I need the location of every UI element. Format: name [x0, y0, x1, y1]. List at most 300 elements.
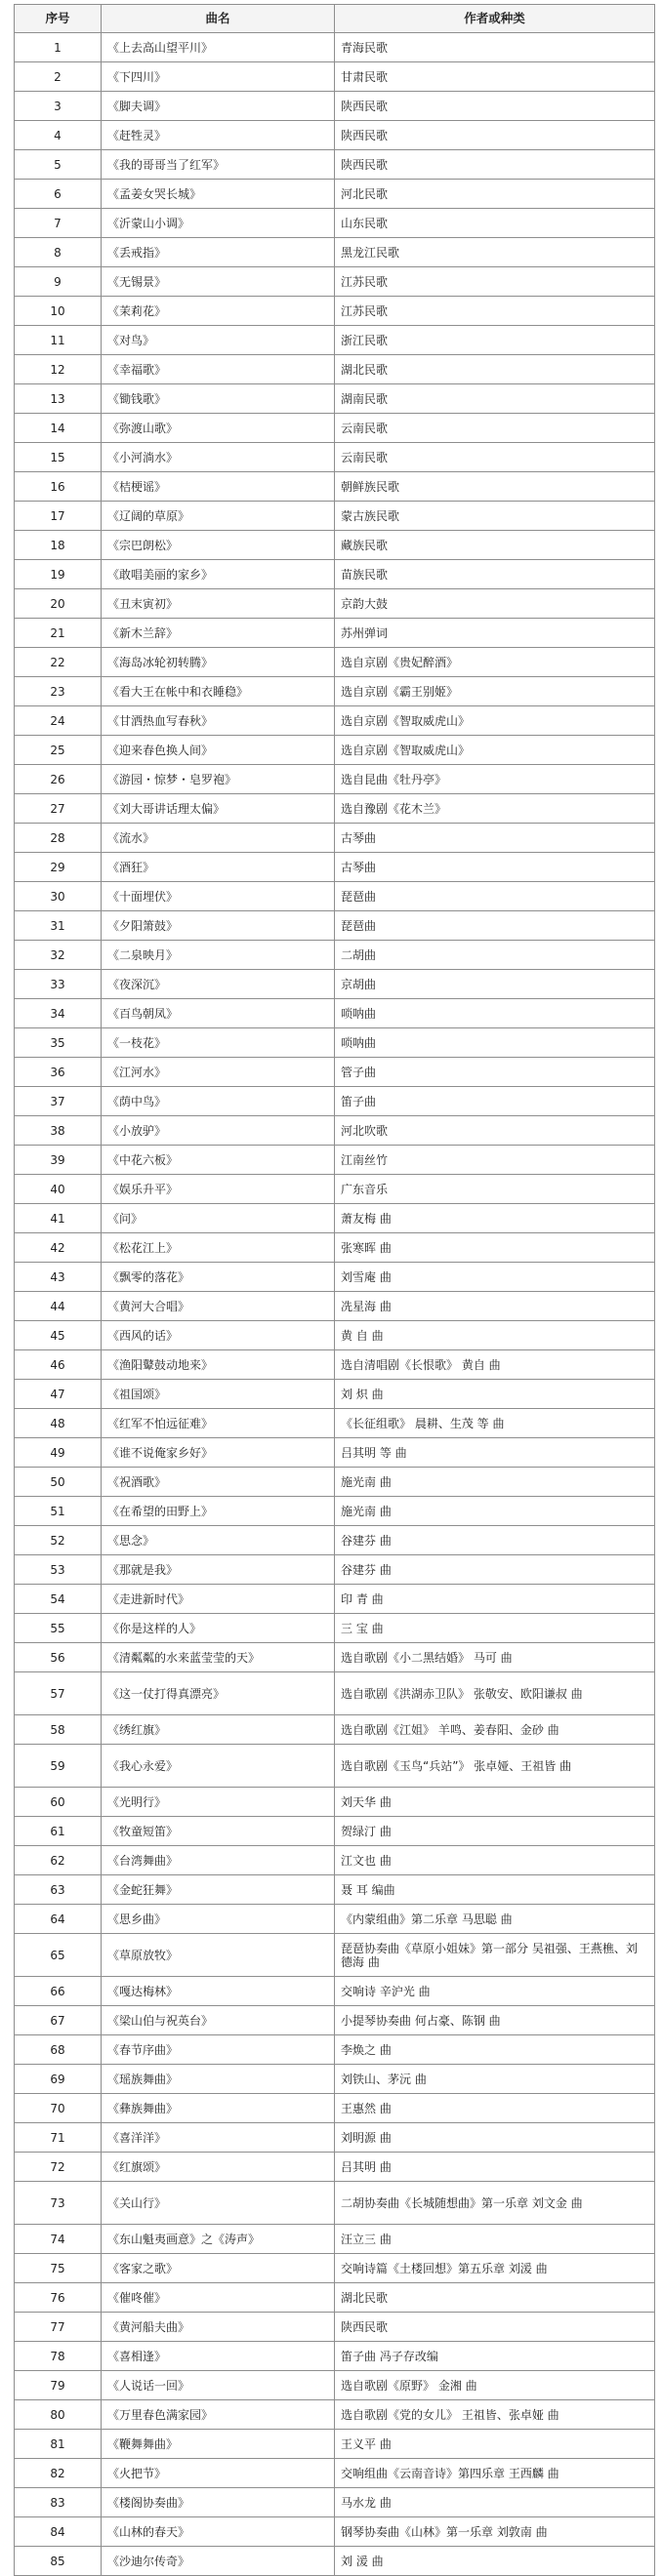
row-index-text: 66: [50, 1984, 65, 1998]
row-index-text: 80: [50, 2407, 65, 2422]
row-title-text: 《对鸟》: [107, 333, 155, 347]
table-row: [15, 472, 655, 502]
row-title: [102, 1745, 335, 1788]
row-title-text: 《谁不说俺家乡好》: [107, 1445, 214, 1460]
row-title-text: 《游园・惊梦・皂罗袍》: [107, 772, 237, 786]
row-author-type-text: 刘明源 曲: [341, 2130, 392, 2145]
row-title-text: 《辽阔的草原》: [107, 508, 190, 523]
table-row: [15, 1292, 655, 1321]
row-author-type: [335, 1146, 655, 1175]
table-row: [15, 1175, 655, 1204]
row-title-text: 《瑶族舞曲》: [107, 2072, 179, 2086]
row-index: [15, 648, 102, 677]
row-index: [15, 1116, 102, 1146]
row-author-type-text: 刘天华 曲: [341, 1794, 392, 1809]
row-author-type-text: 选自豫剧《花木兰》: [341, 801, 447, 816]
row-title-text: 《客家之歌》: [107, 2261, 179, 2275]
row-index-text: 45: [50, 1328, 65, 1343]
row-index-text: 42: [50, 1240, 65, 1255]
row-author-type-text: 浙江民歌: [341, 333, 389, 347]
row-author-type-text: 吕其明 等 曲: [341, 1445, 407, 1460]
row-index: [15, 677, 102, 706]
row-title: [102, 1292, 335, 1321]
row-title-text: 《丑末寅初》: [107, 596, 179, 611]
table-row: [15, 677, 655, 706]
table-row: [15, 150, 655, 180]
row-author-type-text: 江文也 曲: [341, 1853, 392, 1868]
row-author-type: [335, 1585, 655, 1614]
row-index: [15, 1846, 102, 1875]
row-author-type: [335, 1643, 655, 1672]
row-author-type: [335, 1497, 655, 1526]
row-title: [102, 1146, 335, 1175]
row-author-type: [335, 1028, 655, 1058]
row-title-text: 《彝族舞曲》: [107, 2101, 179, 2115]
row-index: [15, 560, 102, 589]
row-author-type: [335, 531, 655, 560]
row-index: [15, 1643, 102, 1672]
row-author-type-text: 藏族民歌: [341, 538, 389, 552]
row-title: [102, 853, 335, 882]
row-author-type-text: 笛子曲: [341, 1094, 377, 1108]
table-row: [15, 2094, 655, 2123]
table-row: [15, 560, 655, 589]
row-index-text: 77: [50, 2319, 65, 2334]
row-title: [102, 2459, 335, 2488]
row-index: [15, 1497, 102, 1526]
row-author-type: [335, 2517, 655, 2547]
row-title: [102, 297, 335, 326]
row-author-type: [335, 92, 655, 121]
row-index-text: 15: [50, 450, 65, 464]
row-index-text: 16: [50, 479, 65, 494]
row-index: [15, 1614, 102, 1643]
row-author-type: [335, 1526, 655, 1555]
row-author-type: [335, 999, 655, 1028]
row-author-type: [335, 2153, 655, 2182]
row-title-text: 《十面埋伏》: [107, 889, 179, 904]
row-index-text: 28: [50, 830, 65, 845]
row-author-type: [335, 2547, 655, 2576]
row-author-type-text: 贺绿汀 曲: [341, 1824, 392, 1838]
row-index-text: 57: [50, 1686, 65, 1701]
table-row: [15, 736, 655, 765]
row-author-type-text: 小提琴协奏曲 何占豪、陈钢 曲: [341, 2013, 501, 2028]
row-index-text: 41: [50, 1211, 65, 1226]
row-author-type: [335, 33, 655, 62]
row-index-text: 33: [50, 977, 65, 991]
row-index-text: 73: [50, 2195, 65, 2210]
row-author-type: [335, 677, 655, 706]
row-index: [15, 121, 102, 150]
row-author-type-text: 选自歌剧《江姐》 羊鸣、姜春阳、金砂 曲: [341, 1722, 559, 1737]
row-author-type-text: 湖南民歌: [341, 391, 389, 406]
row-title-text: 《祝酒歌》: [107, 1474, 167, 1489]
row-index: [15, 2488, 102, 2517]
row-index: [15, 706, 102, 736]
row-author-type-text: 王惠然 曲: [341, 2101, 392, 2115]
row-author-type-text: 苏州弹词: [341, 625, 389, 640]
table-row: [15, 2430, 655, 2459]
row-title: [102, 1788, 335, 1817]
row-title-text: 《嘎达梅林》: [107, 1984, 179, 1998]
row-title-text: 《海岛冰轮初转腾》: [107, 655, 214, 669]
table-body: [15, 33, 655, 2576]
row-author-type: [335, 267, 655, 297]
row-author-type: [335, 2254, 655, 2283]
row-index-text: 39: [50, 1152, 65, 1167]
row-index-text: 75: [50, 2261, 65, 2275]
row-title-text: 《草原放牧》: [107, 1948, 179, 1962]
row-author-type: [335, 1116, 655, 1146]
row-author-type-text: 施光南 曲: [341, 1474, 392, 1489]
row-index-text: 21: [50, 625, 65, 640]
row-author-type: [335, 648, 655, 677]
row-index: [15, 1817, 102, 1846]
row-index: [15, 1438, 102, 1468]
row-author-type-text: 交响组曲《云南音诗》第四乐章 王西麟 曲: [341, 2466, 559, 2480]
row-author-type: [335, 1614, 655, 1643]
row-title-text: 《丢戒指》: [107, 245, 167, 260]
row-title: [102, 502, 335, 531]
row-title-text: 《这一仗打得真漂亮》: [107, 1686, 226, 1701]
row-author-type-text: 王义平 曲: [341, 2436, 392, 2451]
row-index: [15, 824, 102, 853]
table-row: [15, 1585, 655, 1614]
row-author-type-text: 京韵大鼓: [341, 596, 389, 611]
row-title-text: 《牧童短笛》: [107, 1824, 179, 1838]
row-title: [102, 794, 335, 824]
row-title: [102, 1380, 335, 1409]
table-row: [15, 384, 655, 414]
row-title: [102, 1977, 335, 2006]
row-title: [102, 1715, 335, 1745]
row-title-text: 《百鸟朝凤》: [107, 1006, 179, 1021]
table-row: [15, 970, 655, 999]
row-title-text: 《无锡景》: [107, 274, 167, 289]
row-index: [15, 2313, 102, 2342]
row-author-type-text: 陕西民歌: [341, 128, 389, 142]
row-title-text: 《流水》: [107, 830, 155, 845]
table-row: [15, 531, 655, 560]
row-index-text: 44: [50, 1299, 65, 1313]
row-index-text: 23: [50, 684, 65, 699]
row-title-text: 《在希望的田野上》: [107, 1504, 214, 1518]
row-title: [102, 531, 335, 560]
table-row: [15, 1788, 655, 1817]
row-author-type: [335, 1468, 655, 1497]
row-index-text: 72: [50, 2159, 65, 2174]
row-title-text: 《娱乐升平》: [107, 1182, 179, 1196]
row-author-type-text: 李焕之 曲: [341, 2042, 392, 2057]
row-title-text: 《茉莉花》: [107, 303, 167, 318]
row-title-text: 《东山魁夷画意》之《涛声》: [107, 2232, 261, 2246]
row-index: [15, 62, 102, 92]
row-author-type: [335, 384, 655, 414]
row-index-text: 6: [54, 186, 62, 201]
row-author-type-text: 吕其明 曲: [341, 2159, 392, 2174]
row-author-type: [335, 824, 655, 853]
row-index-text: 65: [50, 1948, 65, 1962]
row-index: [15, 1028, 102, 1058]
row-title-text: 《走进新时代》: [107, 1591, 190, 1606]
row-index-text: 1: [54, 40, 62, 55]
row-index-text: 70: [50, 2101, 65, 2115]
row-index: [15, 384, 102, 414]
row-author-type: [335, 355, 655, 384]
row-title-text: 《江河水》: [107, 1065, 167, 1079]
row-title-text: 《松花江上》: [107, 1240, 179, 1255]
row-title-text: 《喜相逢》: [107, 2349, 167, 2363]
row-author-type-text: 二胡曲: [341, 947, 377, 962]
row-index-text: 62: [50, 1853, 65, 1868]
row-title-text: 《黄河大合唱》: [107, 1299, 190, 1313]
table-row: [15, 2225, 655, 2254]
row-title: [102, 1817, 335, 1846]
row-author-type-text: 云南民歌: [341, 421, 389, 435]
row-index-text: 17: [50, 508, 65, 523]
row-author-type: [335, 941, 655, 970]
row-author-type: [335, 2430, 655, 2459]
row-index-text: 46: [50, 1357, 65, 1372]
row-title-text: 《孟姜女哭长城》: [107, 186, 202, 201]
row-author-type: [335, 853, 655, 882]
row-author-type-text: 钢琴协奏曲《山林》第一乐章 刘敦南 曲: [341, 2524, 548, 2539]
table-row: [15, 1977, 655, 2006]
row-index-text: 8: [54, 245, 62, 260]
row-author-type-text: 黑龙江民歌: [341, 245, 400, 260]
table-row: [15, 794, 655, 824]
row-title-text: 《我的哥哥当了红军》: [107, 157, 226, 172]
row-author-type: [335, 1788, 655, 1817]
row-author-type: [335, 1058, 655, 1087]
row-author-type-text: 河北吹歌: [341, 1123, 389, 1138]
row-title: [102, 2182, 335, 2225]
row-title-text: 《万里春色满家园》: [107, 2407, 214, 2422]
row-index-text: 53: [50, 1562, 65, 1577]
row-author-type-text: 刘铁山、茅沅 曲: [341, 2072, 427, 2086]
row-title: [102, 2153, 335, 2182]
row-author-type: [335, 2459, 655, 2488]
row-index: [15, 33, 102, 62]
row-title: [102, 765, 335, 794]
row-author-type: [335, 414, 655, 443]
row-title-text: 《荫中鸟》: [107, 1094, 167, 1108]
row-index: [15, 1409, 102, 1438]
table-row: [15, 1028, 655, 1058]
table-row: [15, 238, 655, 267]
row-index: [15, 1350, 102, 1380]
table-row: [15, 355, 655, 384]
row-title-text: 《祖国颂》: [107, 1387, 167, 1401]
row-author-type: [335, 911, 655, 941]
row-index: [15, 1233, 102, 1263]
row-author-type-text: 刘雪庵 曲: [341, 1269, 392, 1284]
row-title: [102, 2094, 335, 2123]
row-author-type: [335, 1745, 655, 1788]
row-index-text: 55: [50, 1621, 65, 1635]
row-author-type: [335, 1233, 655, 1263]
row-title: [102, 1643, 335, 1672]
row-index-text: 58: [50, 1722, 65, 1737]
row-title: [102, 589, 335, 619]
row-author-type: [335, 2094, 655, 2123]
row-title-text: 《弥渡山歌》: [107, 421, 179, 435]
row-index-text: 32: [50, 947, 65, 962]
row-index-text: 50: [50, 1474, 65, 1489]
row-title: [102, 1934, 335, 1977]
row-title-text: 《新木兰辞》: [107, 625, 179, 640]
row-author-type-text: 琵琶曲: [341, 918, 377, 933]
row-title: [102, 414, 335, 443]
table-row: [15, 1672, 655, 1715]
row-title-text: 《火把节》: [107, 2466, 167, 2480]
row-title-text: 《我心永爱》: [107, 1758, 179, 1773]
row-index: [15, 1875, 102, 1905]
table-row: [15, 824, 655, 853]
row-index-text: 40: [50, 1182, 65, 1196]
row-index-text: 31: [50, 918, 65, 933]
table-row: [15, 1263, 655, 1292]
table-row: [15, 502, 655, 531]
row-author-type: [335, 706, 655, 736]
row-title-text: 《鞭舞舞曲》: [107, 2436, 179, 2451]
row-index: [15, 1977, 102, 2006]
row-author-type-text: 选自京剧《智取威虎山》: [341, 713, 471, 728]
row-author-type-text: 施光南 曲: [341, 1504, 392, 1518]
row-title: [102, 355, 335, 384]
table-row: [15, 92, 655, 121]
row-title-text: 《红旗颂》: [107, 2159, 167, 2174]
row-title-text: 《春节序曲》: [107, 2042, 179, 2057]
row-index: [15, 1788, 102, 1817]
row-author-type: [335, 2065, 655, 2094]
row-title: [102, 238, 335, 267]
row-index-text: 22: [50, 655, 65, 669]
table-row: [15, 2254, 655, 2283]
row-author-type-text: 云南民歌: [341, 450, 389, 464]
row-author-type-text: 选自歌剧《党的女儿》 王祖皆、张卓娅 曲: [341, 2407, 559, 2422]
row-title: [102, 824, 335, 853]
row-author-type: [335, 619, 655, 648]
table-row: [15, 1204, 655, 1233]
row-title-text: 《问》: [107, 1211, 144, 1226]
table-row: [15, 2006, 655, 2035]
row-index: [15, 1058, 102, 1087]
row-title: [102, 92, 335, 121]
row-title-text: 《甘洒热血写春秋》: [107, 713, 214, 728]
row-index-text: 54: [50, 1591, 65, 1606]
table-row: [15, 941, 655, 970]
row-index: [15, 2225, 102, 2254]
row-title: [102, 209, 335, 238]
table-row: [15, 62, 655, 92]
row-index-text: 84: [50, 2524, 65, 2539]
row-title: [102, 1526, 335, 1555]
row-title-text: 《夕阳箫鼓》: [107, 918, 179, 933]
row-author-type-text: 琵琶曲: [341, 889, 377, 904]
row-author-type: [335, 736, 655, 765]
row-index-text: 51: [50, 1504, 65, 1518]
row-author-type-text: 湖北民歌: [341, 2290, 389, 2305]
table-row: [15, 414, 655, 443]
row-index: [15, 238, 102, 267]
table-row: [15, 1497, 655, 1526]
row-title-text: 《宗巴朗松》: [107, 538, 179, 552]
row-author-type: [335, 1672, 655, 1715]
row-index-text: 3: [54, 99, 62, 113]
row-index-text: 14: [50, 421, 65, 435]
row-author-type: [335, 1555, 655, 1585]
row-index-text: 7: [54, 216, 62, 230]
row-title: [102, 1497, 335, 1526]
row-title: [102, 970, 335, 999]
table-row: [15, 911, 655, 941]
row-title: [102, 882, 335, 911]
row-index: [15, 297, 102, 326]
row-index: [15, 2517, 102, 2547]
row-index-text: 13: [50, 391, 65, 406]
row-author-type-text: 选自昆曲《牡丹亭》: [341, 772, 447, 786]
row-index: [15, 414, 102, 443]
row-index-text: 49: [50, 1445, 65, 1460]
row-author-type-text: 谷建芬 曲: [341, 1533, 392, 1548]
row-index: [15, 502, 102, 531]
row-title: [102, 677, 335, 706]
row-title-text: 《清粼粼的水来蓝莹莹的天》: [107, 1650, 261, 1665]
row-author-type-text: 《内蒙组曲》第二乐章 马思聪 曲: [341, 1912, 513, 1926]
table-row: [15, 1233, 655, 1263]
row-author-type-text: 京胡曲: [341, 977, 377, 991]
row-index: [15, 619, 102, 648]
row-title-text: 《你是这样的人》: [107, 1621, 202, 1635]
row-index: [15, 2065, 102, 2094]
row-index: [15, 1468, 102, 1497]
row-title: [102, 1614, 335, 1643]
repertoire-table: [14, 4, 655, 2576]
row-author-type: [335, 443, 655, 472]
row-title: [102, 1409, 335, 1438]
row-title-text: 《桔梗谣》: [107, 479, 167, 494]
row-author-type: [335, 1380, 655, 1409]
row-author-type-text: 古琴曲: [341, 860, 377, 874]
table-row: [15, 1817, 655, 1846]
row-author-type-text: 三 宝 曲: [341, 1621, 384, 1635]
row-title-text: 《喜洋洋》: [107, 2130, 167, 2145]
row-title-text: 《思念》: [107, 1533, 155, 1548]
row-index: [15, 2342, 102, 2371]
table-row: [15, 2400, 655, 2430]
row-author-type-text: 印 青 曲: [341, 1591, 384, 1606]
row-index: [15, 970, 102, 999]
row-index-text: 2: [54, 69, 62, 84]
row-author-type-text: 冼星海 曲: [341, 1299, 392, 1313]
row-author-type: [335, 2400, 655, 2430]
row-index: [15, 2094, 102, 2123]
row-title: [102, 2342, 335, 2371]
row-title-text: 《敢唱美丽的家乡》: [107, 567, 214, 582]
row-title-text: 《锄钱歌》: [107, 391, 167, 406]
row-index: [15, 765, 102, 794]
row-author-type: [335, 1934, 655, 1977]
row-title: [102, 1350, 335, 1380]
table-row: [15, 765, 655, 794]
row-author-type-text: 琵琶协奏曲《草原小姐妹》第一部分 吴祖强、王燕樵、刘德海 曲: [341, 1941, 638, 1969]
row-index: [15, 2459, 102, 2488]
row-title: [102, 1468, 335, 1497]
row-title: [102, 2006, 335, 2035]
row-title: [102, 1116, 335, 1146]
